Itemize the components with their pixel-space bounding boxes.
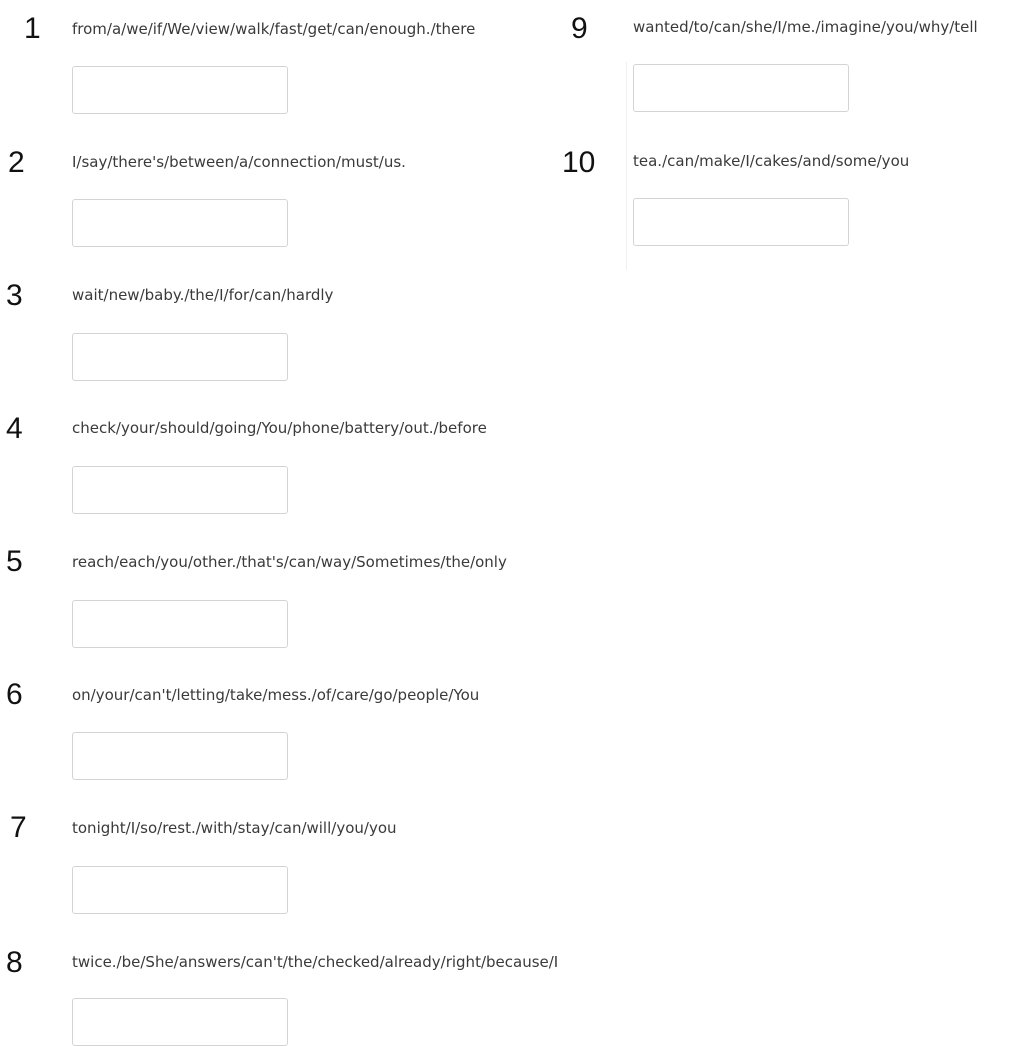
answer-input-4[interactable]: [72, 466, 288, 514]
answer-input-1[interactable]: [72, 66, 288, 114]
question-prompt: reach/each/you/other./that's/can/way/Sometimes/the/only: [72, 553, 507, 571]
question-prompt: wanted/to/can/she/I/me./imagine/you/why/tell: [633, 18, 978, 36]
column-divider: [626, 62, 627, 270]
answer-input-9[interactable]: [633, 64, 849, 112]
question-number: 6: [6, 678, 23, 711]
question-number: 9: [571, 12, 588, 45]
answer-input-10[interactable]: [633, 198, 849, 246]
question-prompt: tonight/I/so/rest./with/stay/can/will/you/you: [72, 819, 397, 837]
answer-input-5[interactable]: [72, 600, 288, 648]
question-prompt: twice./be/She/answers/can't/the/checked/already/right/because/I: [72, 953, 559, 971]
question-number: 3: [6, 279, 23, 312]
answer-input-3[interactable]: [72, 333, 288, 381]
question-prompt: I/say/there's/between/a/connection/must/us.: [72, 153, 406, 171]
answer-input-8[interactable]: [72, 998, 288, 1046]
question-prompt: wait/new/baby./the/I/for/can/hardly: [72, 286, 334, 304]
question-number: 1: [24, 12, 41, 45]
question-prompt: check/your/should/going/You/phone/battery/out./before: [72, 419, 487, 437]
question-prompt: on/your/can't/letting/take/mess./of/care/go/people/You: [72, 686, 480, 704]
answer-input-2[interactable]: [72, 199, 288, 247]
answer-input-6[interactable]: [72, 732, 288, 780]
question-number: 7: [10, 811, 27, 844]
question-number: 4: [6, 412, 23, 445]
question-prompt: tea./can/make/I/cakes/and/some/you: [633, 152, 910, 170]
answer-input-7[interactable]: [72, 866, 288, 914]
question-number: 5: [6, 545, 23, 578]
question-number: 2: [8, 146, 25, 179]
question-number: 10: [562, 146, 596, 179]
question-number: 8: [6, 946, 23, 979]
question-prompt: from/a/we/if/We/view/walk/fast/get/can/enough./there: [72, 20, 476, 38]
